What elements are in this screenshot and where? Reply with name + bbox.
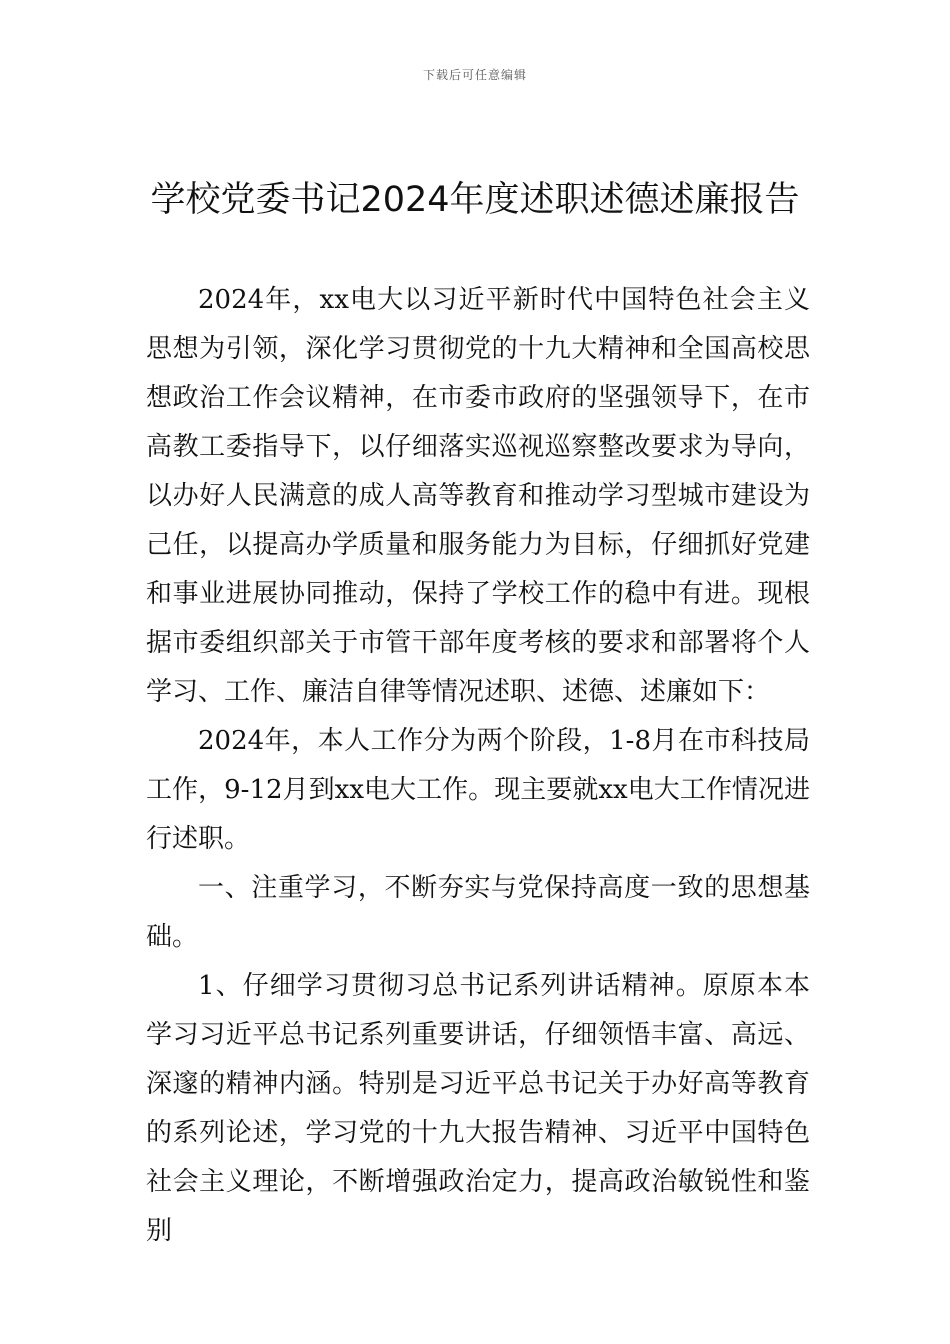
paragraph-intro: 2024年，xx电大以习近平新时代中国特色社会主义思想为引领，深化学习贯彻党的十九大精神和全国高校思想政治工作会议精神，在市委市政府的坚强领导下，在市高教工委指导下，以仔细落实巡视巡察整改要求为导向，以办好人民满意的成人高等教育和推动学习型城市建设为己任，以提高办学质量和服务能力为目标，仔细抓好党建和事业进展协同推动，保持了学校工作的稳中有进。现根据市委组织部关于市管干部年度考核的要求和部署将个人学习、工作、廉洁自律等情况述职、述德、述廉如下： [146, 285, 810, 707]
paragraph-study: 1、仔细学习贯彻习总书记系列讲话精神。原原本本学习习近平总书记系列重要讲话，仔细领悟丰富、高远、深邃的精神内涵。特别是习近平总书记关于办好高等教育的系列论述，学习党的十九大报告精神、习近平中国特色社会主义理论，不断增强政治定力，提高政治敏锐性和鉴别 [146, 971, 810, 1246]
section-heading-1: 一、注重学习，不断夯实与党保持高度一致的思想基础。 [146, 873, 810, 952]
paragraph-work-stages: 2024年，本人工作分为两个阶段，1-8月在市科技局工作，9-12月到xx电大工作。现主要就xx电大工作情况进行述职。 [146, 726, 810, 854]
document-title: 学校党委书记2024年度述职述德述廉报告 [150, 180, 800, 220]
document-body [146, 276, 810, 1256]
header-note: 下载后可任意编辑 [422, 68, 527, 82]
